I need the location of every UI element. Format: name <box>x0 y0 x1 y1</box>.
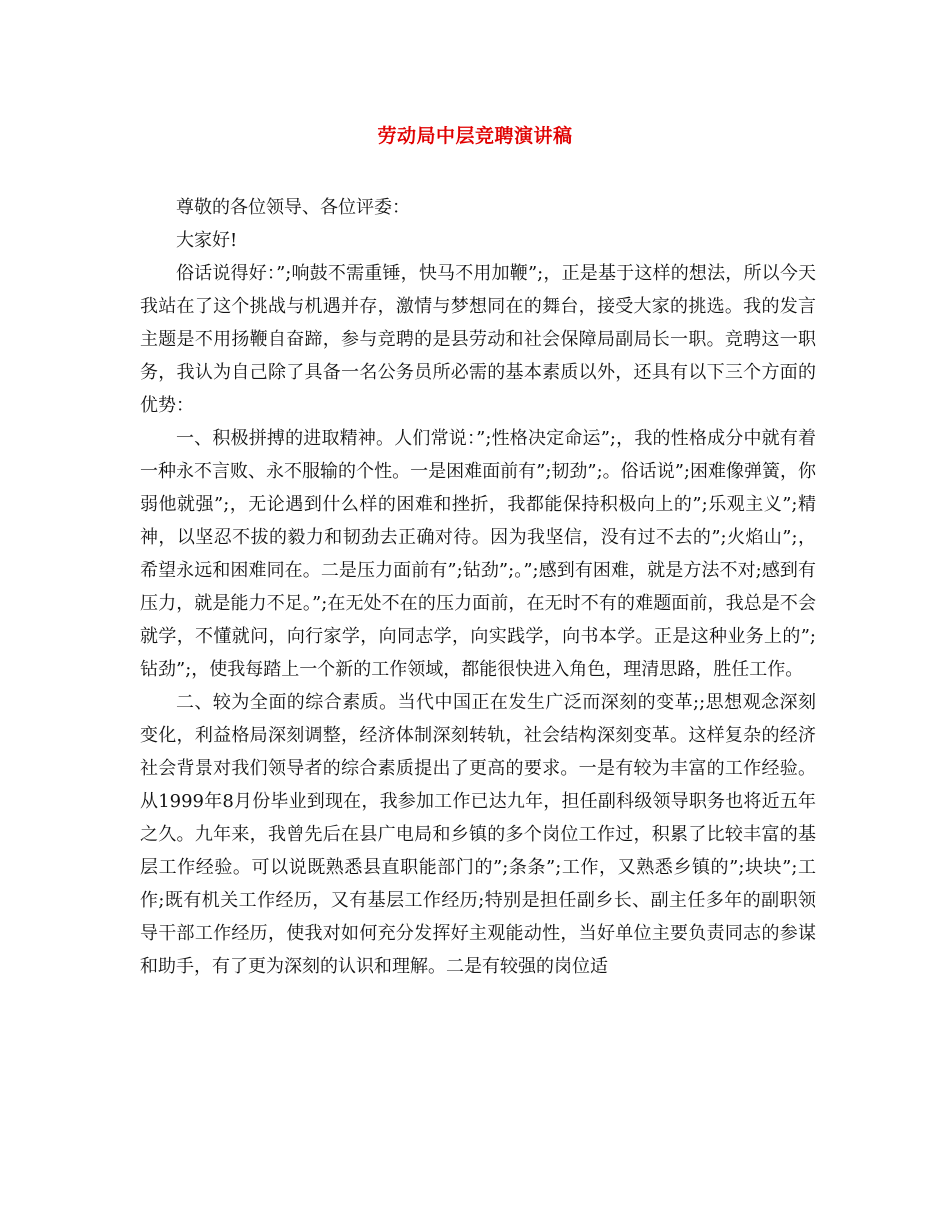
greeting-paragraph: 大家好! <box>176 230 238 251</box>
salutation-paragraph: 尊敬的各位领导、各位评委： <box>176 197 410 218</box>
document-title: 劳动局中层竞聘演讲稿 <box>377 125 573 147</box>
section-one-paragraph: 一、积极拼搏的进取精神。人们常说：”;性格决定命运”;，我的性格成分中就有着一种永不言败、永不服输的个性。一是困难面前有”;韧劲”;。俗话说”;困难像弹簧，你弱他就强”;，无论遇到什么样的困难和挫折，我都能保持积极向上的”;乐观主义”;精神，以坚忍不拔的毅力和韧劲去正确对待。因为我坚信，没有过不去的”;火焰山”;，希望永远和困难同在。二是压力面前有”;钻劲”;。”;感到有困难，就是方法不对;感到有压力，就是能力不足。”;在无处不在的压力面前，在无时不有的难题面前，我总是不会就学，不懂就问，向行家学，向同志学，向实践学，向书本学。正是这种业务上的”;钻劲”;，使我每踏上一个新的工作领域，都能很快进入角色，理清思路，胜任工作。 <box>140 428 816 680</box>
document-body <box>140 191 816 983</box>
section-two-paragraph: 二、较为全面的综合素质。当代中国正在发生广泛而深刻的变革;;思想观念深刻变化，利益格局深刻调整，经济体制深刻转轨，社会结构深刻变革。这样复杂的经济社会背景对我们领导者的综合素质提出了更高的要求。一是有较为丰富的工作经验。从1999年8月份毕业到现在，我参加工作已达九年，担任副科级领导职务也将近五年之久。九年来，我曾先后在县广电局和乡镇的多个岗位工作过，积累了比较丰富的基层工作经验。可以说既熟悉县直职能部门的”;条条”;工作，又熟悉乡镇的”;块块”;工作;既有机关工作经历，又有基层工作经历;特别是担任副乡长、副主任多年的副职领导干部工作经历，使我对如何充分发挥好主观能动性，当好单位主要负责同志的参谋和助手，有了更为深刻的认识和理解。二是有较强的岗位适 <box>140 692 817 977</box>
intro-paragraph: 俗话说得好：”;响鼓不需重锤，快马不用加鞭”;，正是基于这样的想法，所以今天我站在了这个挑战与机遇并存，激情与梦想同在的舞台，接受大家的挑选。我的发言主题是不用扬鞭自奋蹄，参与竞聘的是县劳动和社会保障局副局长一职。竞聘这一职务，我认为自己除了具备一名公务员所必需的基本素质以外，还具有以下三个方面的优势： <box>140 263 816 416</box>
